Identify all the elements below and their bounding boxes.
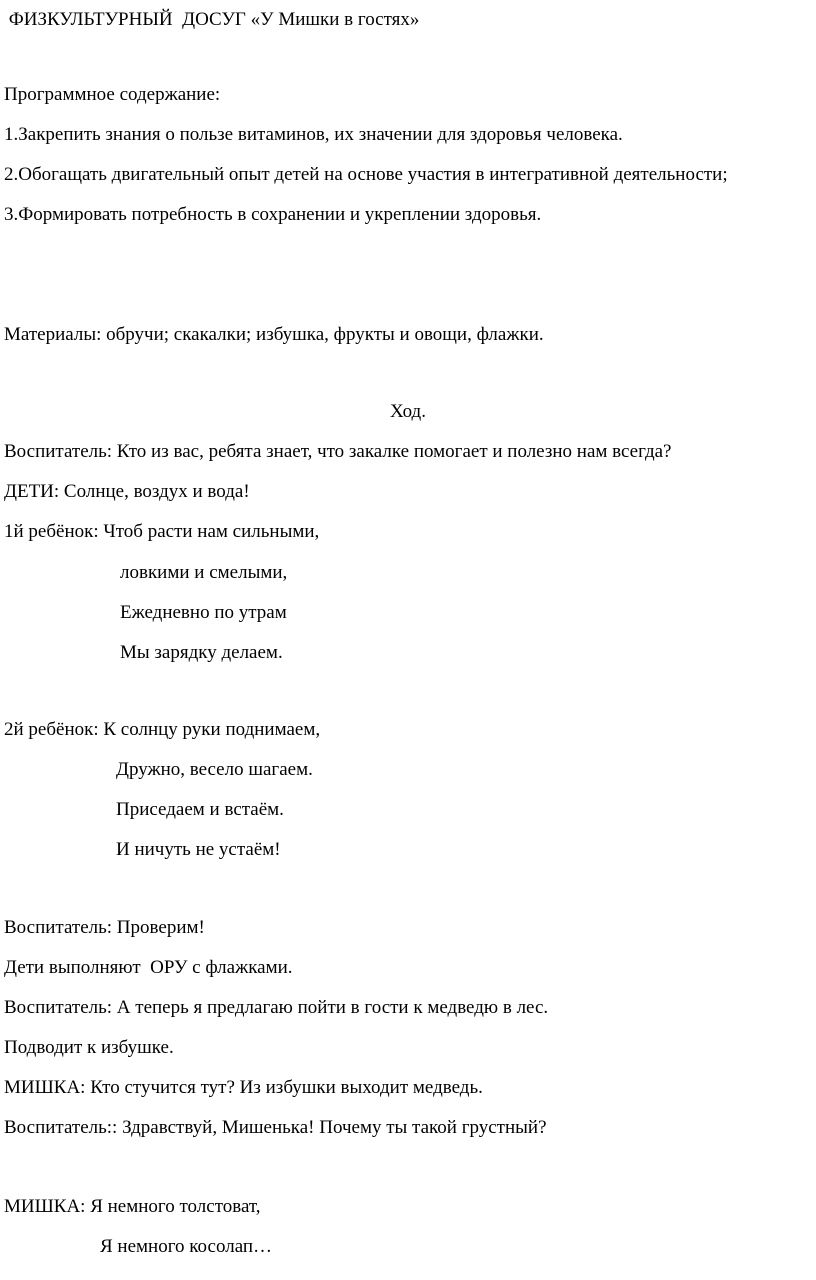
poem-line: Приседаем и встаём. [116,799,284,820]
poem-line: Я немного косолап… [100,1236,273,1257]
poem-line: Мы зарядку делаем. [120,642,283,663]
poem-line: Ежедневно по утрам [120,602,287,623]
progress-heading: Ход. [390,401,426,422]
dialogue-line: Дети выполняют ОРУ с флажками. [4,957,293,978]
program-heading: Программное содержание: [4,84,221,105]
dialogue-line: МИШКА: Кто стучится тут? Из избушки выходит медведь. [4,1077,483,1098]
poem-line: Дружно, весело шагаем. [116,759,313,780]
dialogue-line: 2й ребёнок: К солнцу руки поднимаем, [4,719,321,740]
document-title: ФИЗКУЛЬТУРНЫЙ ДОСУГ «У Мишки в гостях» [4,9,420,30]
dialogue-line: Воспитатель: Кто из вас, ребята знает, что закалке помогает и полезно нам всегда? [4,441,672,462]
dialogue-line: Воспитатель: А теперь я предлагаю пойти в гости к медведю в лес. [4,997,549,1018]
materials-line: Материалы: обручи; скакалки; избушка, фрукты и овощи, флажки. [4,324,544,345]
goal-item: 3.Формировать потребность в сохранении и укреплении здоровья. [4,204,542,225]
dialogue-line: ДЕТИ: Солнце, воздух и вода! [4,481,250,502]
dialogue-line: 1й ребёнок: Чтоб расти нам сильными, [4,521,320,542]
dialogue-line: Воспитатель: Проверим! [4,917,205,938]
dialogue-line: Подводит к избушке. [4,1037,174,1058]
goal-item: 1.Закрепить знания о пользе витаминов, их значении для здоровья человека. [4,124,623,145]
poem-line: И ничуть не устаём! [116,839,281,860]
goal-item: 2.Обогащать двигательный опыт детей на основе участия в интегративной деятельности; [4,164,728,185]
dialogue-line: МИШКА: Я немного толстоват, [4,1196,261,1217]
poem-line: ловкими и смелыми, [120,562,288,583]
dialogue-line: Воспитатель:: Здравствуй, Мишенька! Почему ты такой грустный? [4,1117,547,1138]
